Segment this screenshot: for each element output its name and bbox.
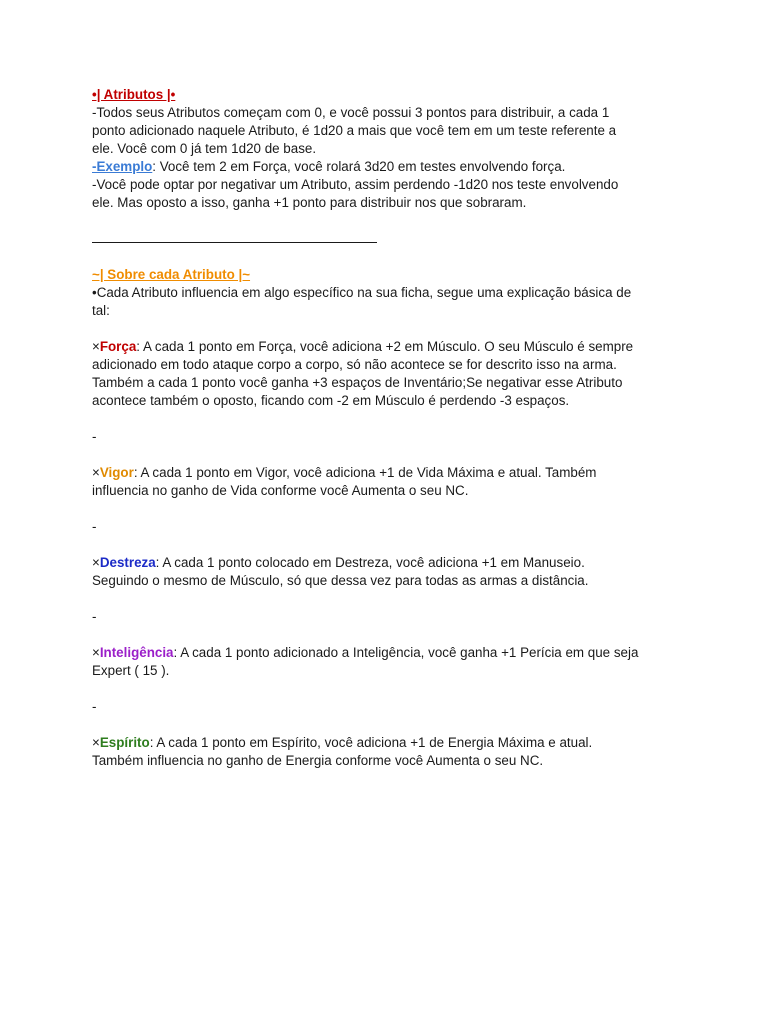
destreza-line: Seguindo o mesmo de Músculo, só que dessa vez para todas as armas a distância. bbox=[92, 573, 589, 588]
spacer bbox=[92, 410, 682, 428]
forca-text: : A cada 1 ponto em Força, você adiciona +2 em Músculo. O seu Músculo é sempre bbox=[136, 339, 634, 354]
vigor-text: : A cada 1 ponto em Vigor, você adiciona +1 de Vida Máxima e atual. Também bbox=[133, 465, 597, 480]
example-text: : Você tem 2 em Força, você rolará 3d20 em testes envolvendo força. bbox=[152, 159, 566, 174]
espirito-text: : A cada 1 ponto em Espírito, você adiciona +1 de Energia Máxima e atual. bbox=[149, 735, 593, 750]
about-heading bbox=[92, 266, 682, 284]
spacer bbox=[92, 590, 682, 608]
bullet-marker: × bbox=[92, 645, 100, 660]
horizontal-rule bbox=[92, 232, 377, 243]
vigor-keyword: Vigor bbox=[99, 465, 134, 480]
separator-dash: - bbox=[92, 519, 97, 534]
destreza-text: : A cada 1 ponto colocado em Destreza, você adiciona +1 em Manuseio. bbox=[155, 555, 585, 570]
spacer bbox=[92, 500, 682, 518]
espirito-keyword: Espírito bbox=[99, 735, 150, 750]
vigor-entry-first-line bbox=[92, 464, 682, 482]
example-line bbox=[92, 158, 682, 176]
attributes-title: •| Atributos |• bbox=[92, 87, 176, 102]
vigor-line: influencia no ganho de Vida conforme você Aumenta o seu NC. bbox=[92, 483, 469, 498]
bullet-marker: × bbox=[92, 735, 100, 750]
bullet-marker: × bbox=[92, 555, 100, 570]
attributes-line: -Você pode optar por negativar um Atributo, assim perdendo -1d20 nos teste envolvendo bbox=[92, 177, 619, 192]
attributes-heading bbox=[92, 86, 682, 104]
horizontal-rule-line bbox=[92, 230, 682, 248]
document-body bbox=[92, 86, 682, 770]
inteligencia-keyword: Inteligência bbox=[99, 645, 174, 660]
about-title: ~| Sobre cada Atributo |~ bbox=[92, 267, 251, 282]
example-label: -Exemplo bbox=[92, 159, 153, 174]
spacer bbox=[92, 320, 682, 338]
separator-dash: - bbox=[92, 699, 97, 714]
about-intro-line: tal: bbox=[92, 303, 110, 318]
destreza-entry-first-line bbox=[92, 554, 682, 572]
inteligencia-text: : A cada 1 ponto adicionado a Inteligência, você ganha +1 Perícia em que seja bbox=[173, 645, 639, 660]
spacer bbox=[92, 536, 682, 554]
espirito-line: Também influencia no ganho de Energia conforme você Aumenta o seu NC. bbox=[92, 753, 544, 768]
espirito-entry-first-line bbox=[92, 734, 682, 752]
bullet-marker: × bbox=[92, 339, 100, 354]
forca-line: acontece também o oposto, ficando com -2 em Músculo é perdendo -3 espaços. bbox=[92, 393, 570, 408]
separator-dash: - bbox=[92, 429, 97, 444]
forca-line: Também a cada 1 ponto você ganha +3 espaços de Inventário;Se negativar esse Atributo bbox=[92, 375, 623, 390]
bullet-marker: × bbox=[92, 465, 100, 480]
spacer bbox=[92, 716, 682, 734]
attributes-line: ele. Mas oposto a isso, ganha +1 ponto para distribuir nos que sobraram. bbox=[92, 195, 527, 210]
forca-entry-first-line bbox=[92, 338, 682, 356]
attributes-line: ponto adicionado naquele Atributo, é 1d20 a mais que você tem em um teste referente a bbox=[92, 123, 617, 138]
spacer bbox=[92, 248, 682, 266]
destreza-keyword: Destreza bbox=[99, 555, 156, 570]
spacer bbox=[92, 212, 682, 230]
spacer bbox=[92, 446, 682, 464]
forca-line: adicionado em todo ataque corpo a corpo, só não acontece se for descrito isso na arma. bbox=[92, 357, 617, 372]
separator-dash: - bbox=[92, 609, 97, 624]
about-intro-line: •Cada Atributo influencia em algo específico na sua ficha, segue uma explicação básica de bbox=[92, 285, 632, 300]
spacer bbox=[92, 626, 682, 644]
spacer bbox=[92, 680, 682, 698]
attributes-line: -Todos seus Atributos começam com 0, e você possui 3 pontos para distribuir, a cada 1 bbox=[92, 105, 610, 120]
inteligencia-line: Expert ( 15 ). bbox=[92, 663, 170, 678]
attributes-line: ele. Você com 0 já tem 1d20 de base. bbox=[92, 141, 317, 156]
forca-keyword: Força bbox=[99, 339, 137, 354]
inteligencia-entry-first-line bbox=[92, 644, 682, 662]
